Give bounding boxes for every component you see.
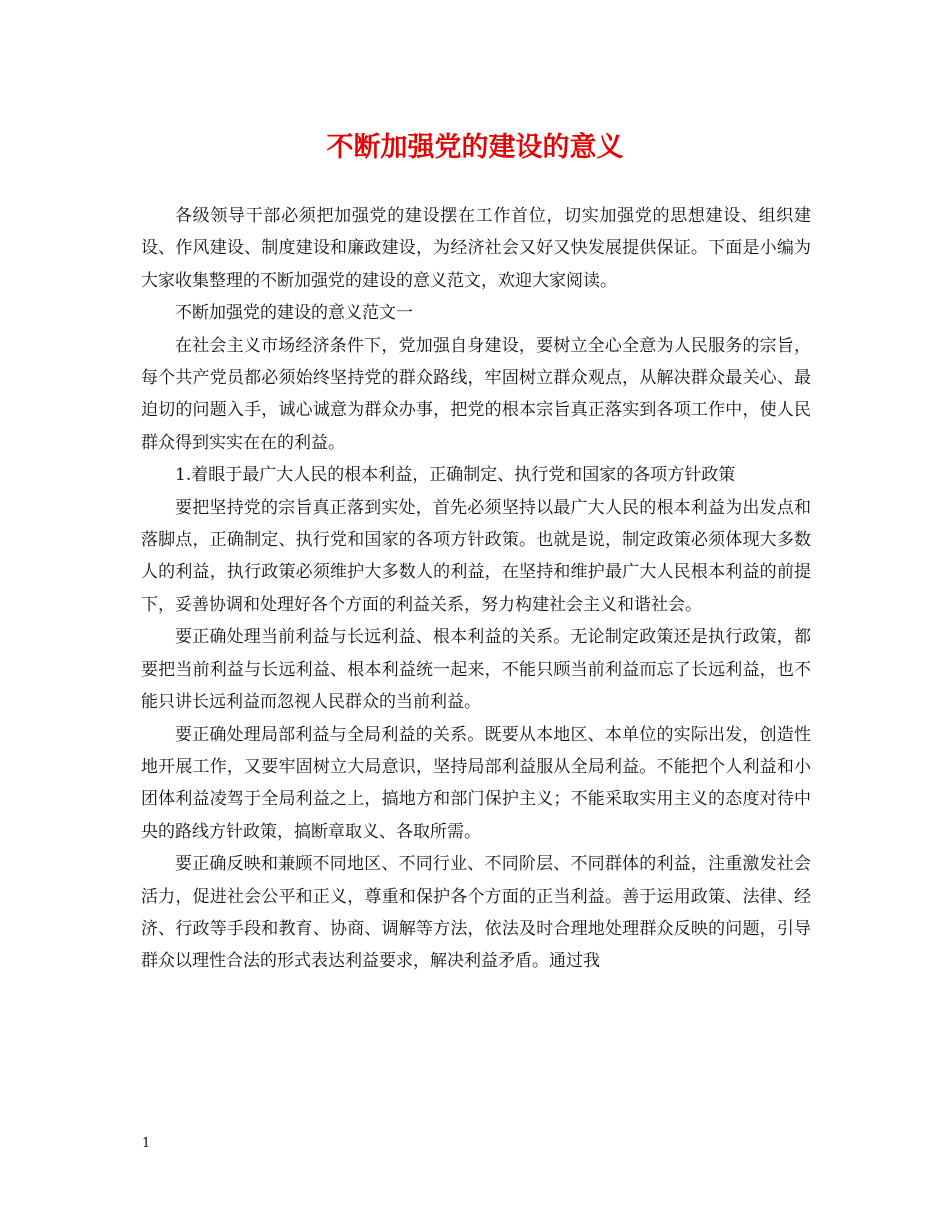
paragraph-purpose: 在社会主义市场经济条件下，党加强自身建设，要树立全心全意为人民服务的宗旨，每个共产党员都必须始终坚持党的群众路线，牢固树立群众观点，从解决群众最关心、最迫切的问题入手，诚心诚意为群众办事，把党的根本宗旨真正落实到各项工作中，使人民群众得到实实在在的利益。 bbox=[141, 335, 811, 453]
document-body bbox=[141, 200, 811, 978]
paragraph-policy: 要把坚持党的宗旨真正落到实处，首先必须坚持以最广大人民的根本利益为出发点和落脚点，正确制定、执行党和国家的各项方针政策。也就是说，制定政策必须体现大多数人的利益，执行政策必须维护大多数人的利益，在坚持和维护最广大人民根本利益的前提下，妥善协调和处理好各个方面的利益关系，努力构建社会主义和谐社会。 bbox=[141, 497, 811, 615]
paragraph-section-heading-1: 1.着眼于最广大人民的根本利益，正确制定、执行党和国家的各项方针政策 bbox=[175, 465, 736, 486]
paragraph-intro: 各级领导干部必须把加强党的建设摆在工作首位，切实加强党的思想建设、组织建设、作风建设、制度建设和廉政建设，为经济社会又好又快发展提供保证。下面是小编为大家收集整理的不断加强党的建设的意义范文，欢迎大家阅读。 bbox=[141, 206, 811, 291]
paragraph-local-vs-global: 要正确处理局部利益与全局利益的关系。既要从本地区、本单位的实际出发，创造性地开展工作，又要牢固树立大局意识，坚持局部利益服从全局利益。不能把个人利益和小团体利益凌驾于全局利益之上，搞地方和部门保护主义；不能采取实用主义的态度对待中央的路线方针政策，搞断章取义、各取所需。 bbox=[141, 724, 811, 842]
paragraph-balance-interests: 要正确反映和兼顾不同地区、不同行业、不同阶层、不同群体的利益，注重激发社会活力，促进社会公平和正义，尊重和保护各个方面的正当利益。善于运用政策、法律、经济、行政等手段和教育、协商、调解等方法，依法及时合理地处理群众反映的问题，引导群众以理性合法的形式表达利益要求，解决利益矛盾。通过我 bbox=[141, 854, 811, 972]
page-number: 1 bbox=[142, 1136, 151, 1151]
paragraph-current-vs-long-term: 要正确处理当前利益与长远利益、根本利益的关系。无论制定政策还是执行政策，都要把当前利益与长远利益、根本利益统一起来，不能只顾当前利益而忘了长远利益，也不能只讲长远利益而忽视人民群众的当前利益。 bbox=[141, 627, 811, 713]
paragraph-sample-heading: 不断加强党的建设的意义范文一 bbox=[175, 303, 413, 324]
document-title: 不断加强党的建设的意义 bbox=[326, 132, 624, 163]
